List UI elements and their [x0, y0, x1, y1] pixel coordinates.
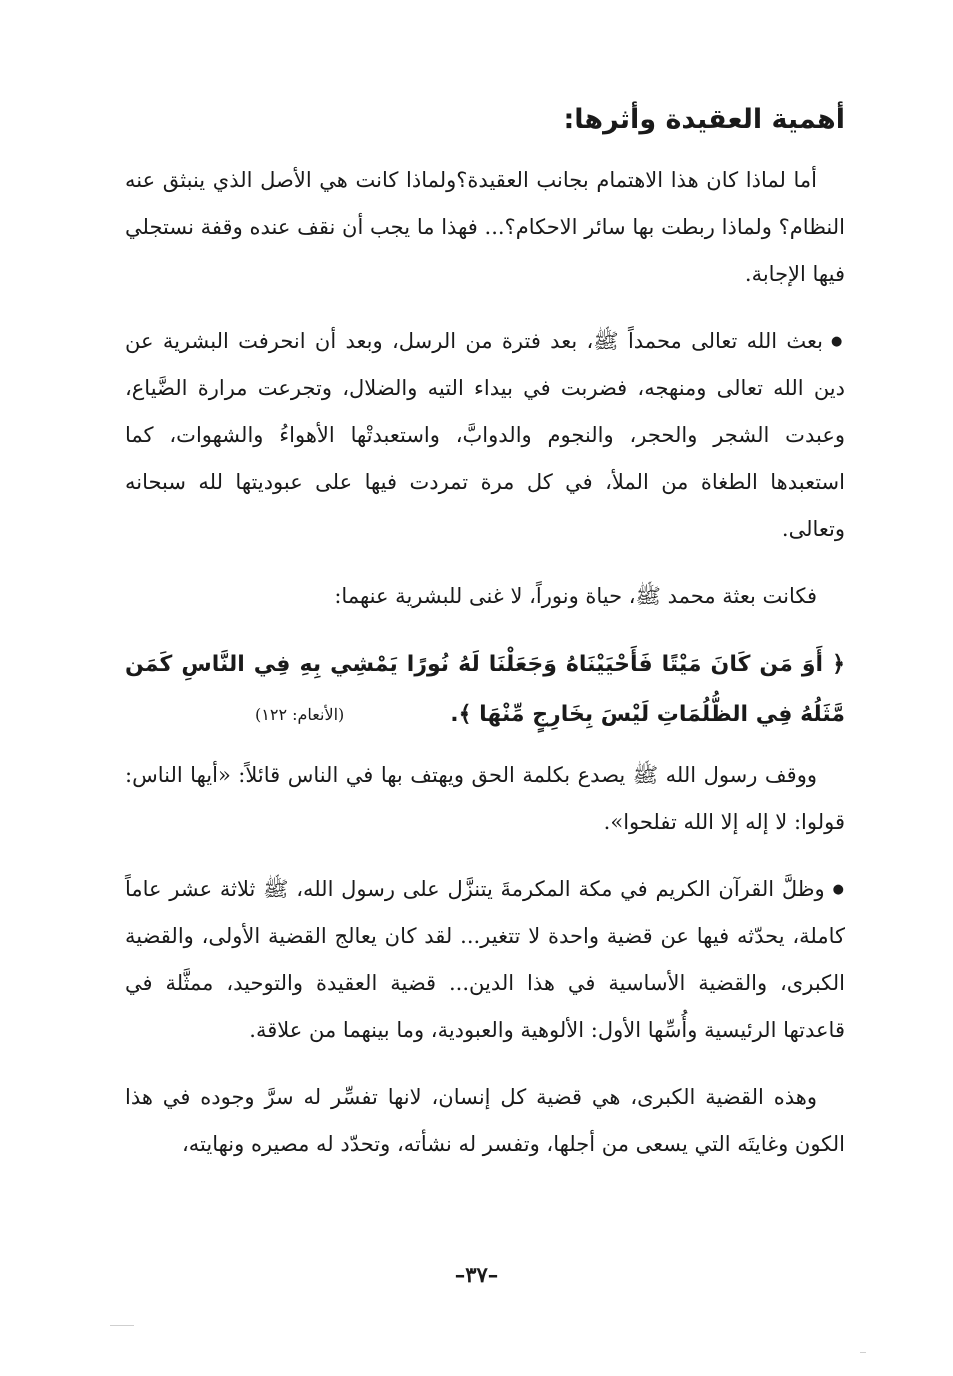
paragraph-bullet-1-text: بعث الله تعالى محمداً ﷺ، بعد فترة من الرسل، وبعد أن انحرفت البشرية عن دين الله تعالى ومنهجه، فضربت في بيداء التيه والضلال، وتجرعت مرارة الضَّياع، وعبدت الشجر والحجر، والنجوم والدوابَّ، واستعبدتْها الأهواءُ والشهوات، كما استعبدها الطغاة من الملأ، في كل مرة تمردت فيها على عبوديتها لله سبحانه وتعالى. — [125, 329, 845, 541]
bullet-icon — [825, 877, 845, 901]
quran-verse — [125, 640, 845, 740]
scan-edge-mark — [110, 1325, 134, 1326]
document-page — [125, 95, 845, 1188]
paragraph-intro: أما لماذا كان هذا الاهتمام بجانب العقيدة؟ولماذا كانت هي الأصل الذي ينبثق عنه النظام؟ ولماذا ربطت بها سائر الاحكام؟... فهذا ما يجب أن نقف عنده وقفة نستجلي فيها الإجابة. — [125, 168, 845, 286]
paragraph-bullet-2 — [125, 866, 845, 1054]
scan-edge-dot — [860, 1352, 866, 1353]
quran-verse-text: ﴿ أَوَ مَن كَانَ مَيْتًا فَأَحْيَيْنَاهُ وَجَعَلْنَا لَهُ نُورًا يَمْشِي بِهِ فِي النَّاسِ كَمَن مَّثَلُهُ فِي الظُّلُمَاتِ لَيْسَ بِخَارِجٍ مِّنْهَا ﴾. — [125, 652, 845, 727]
page-number: –٣٧– — [454, 1262, 499, 1287]
paragraph-bullet-2-text: وظلَّ القرآن الكريم في مكة المكرمةَ يتنزَّل على رسول الله، ﷺ ثلاثة عشر عاماً كاملة، يحدّثه فيها عن قضية واحدة لا تتغير... لقد كان يعالج القضية الأولى، والقضية الكبرى، والقضية الأساسية في هذا الدين... قضية العقيدة والتوحيد، ممثَّلة في قاعدتها الرئيسية وأُسِّها الأول: الألوهية والعبودية، وما بينهما من علاقة. — [125, 877, 845, 1042]
bullet-icon — [823, 329, 845, 353]
paragraph-call: ووقف رسول الله ﷺ يصدع بكلمة الحق ويهتف بها في الناس قائلاً: «أيها الناس: قولوا: لا إله إلا الله تفلحوا». — [125, 763, 845, 834]
section-title: أهمية العقيدة وأثرها: — [563, 104, 845, 135]
paragraph-bullet-1 — [125, 318, 845, 553]
verse-reference: (الأنعام: ١٢٢) — [255, 705, 345, 724]
paragraph-mission: فكانت بعثة محمد ﷺ، حياة ونوراً، لا غنى للبشرية عنهما: — [334, 584, 817, 608]
paragraph-major-issue: وهذه القضية الكبرى، هي قضية كل إنسان، لانها تفسِّر له سرَّ وجوده في هذا الكون وغايتَه التي يسعى من أجلها، وتفسر له نشأته، وتحدّد له مصيره ونهايته، — [125, 1085, 845, 1156]
